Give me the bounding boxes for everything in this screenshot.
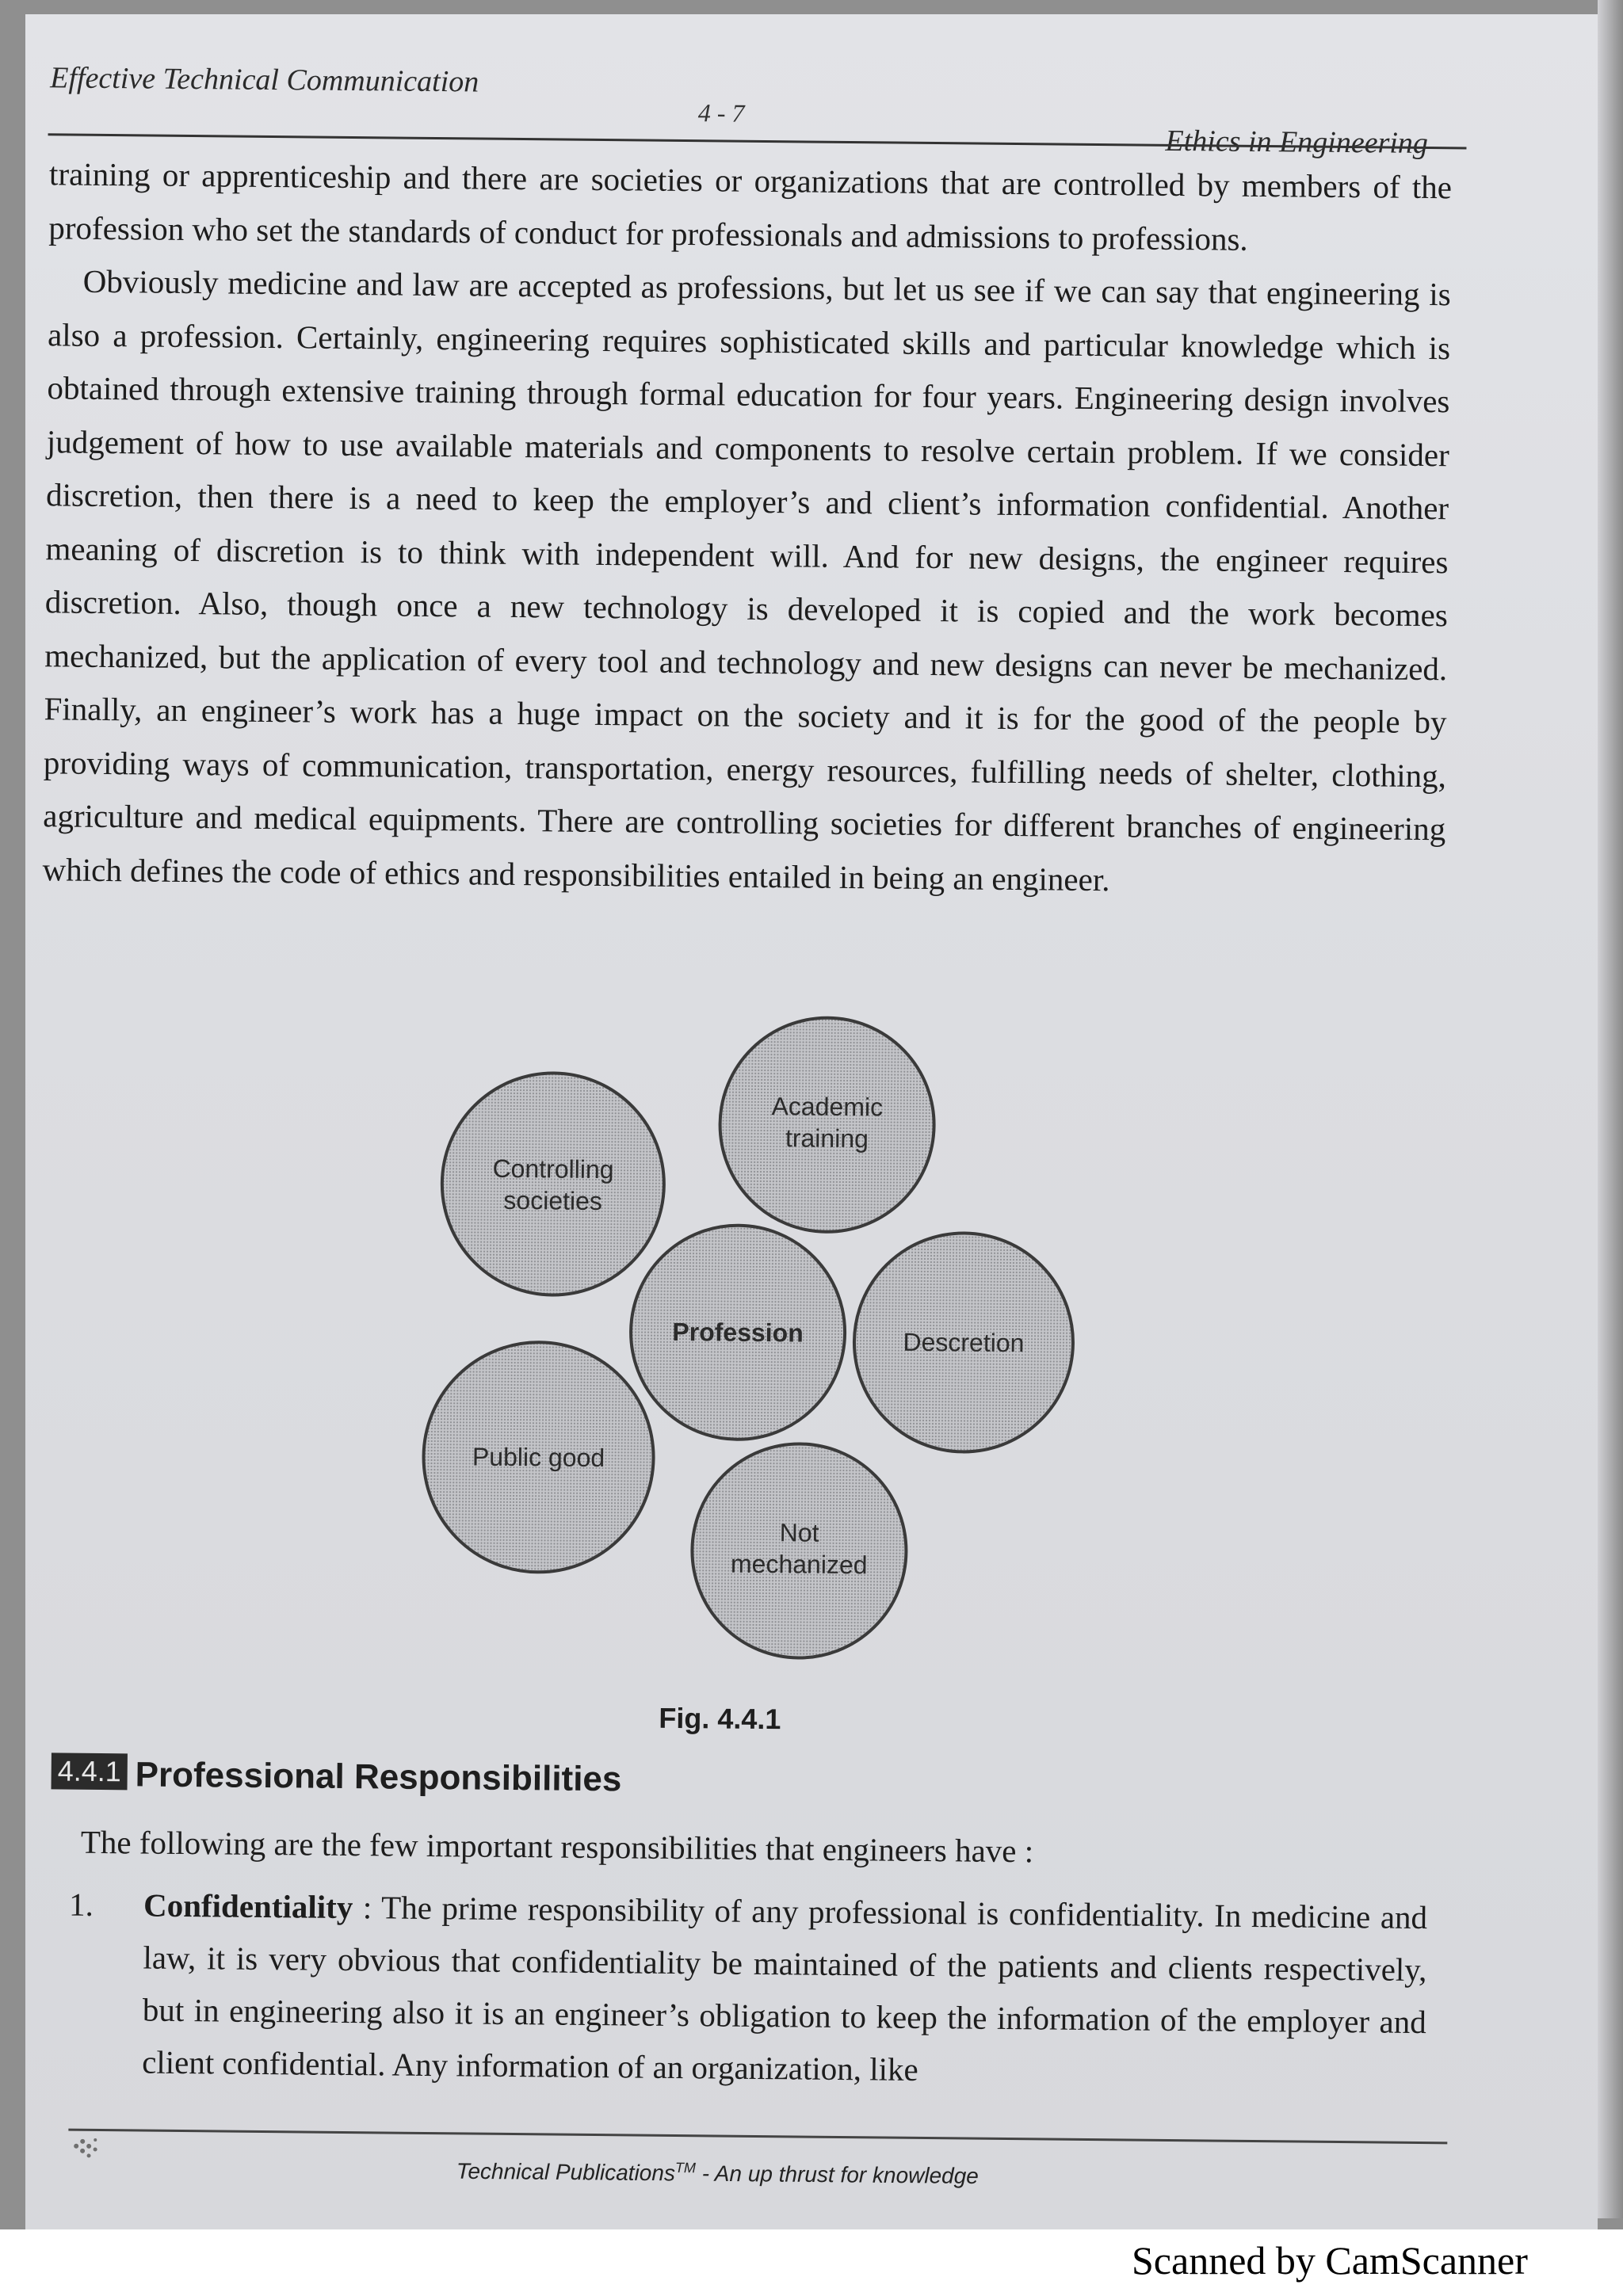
circle-academic-training — [719, 1016, 935, 1233]
section-number: 4.4.1 — [51, 1753, 128, 1790]
not-mechanized-label-line2: mechanized — [730, 1549, 868, 1580]
publisher-logo-icon — [60, 2122, 109, 2171]
section-title: Professional Responsibilities — [135, 1755, 622, 1799]
publisher-name: Technical Publications — [456, 2158, 676, 2186]
circle-controlling-societies — [441, 1072, 666, 1296]
list-item-number: 1. — [68, 1886, 94, 1923]
body-text — [42, 147, 1452, 910]
paragraph-1: training or apprenticeship and there are societies or organizations that are controlled by members of the profession who set the standards of conduct for professionals and admissions to professions. — [48, 155, 1453, 257]
circle-descretion — [854, 1232, 1075, 1453]
footer-publisher — [456, 2157, 979, 2189]
running-header-book-title: Effective Technical Communication — [50, 61, 479, 99]
list-item-body — [78, 1878, 1427, 2100]
circle-not-mechanized — [691, 1443, 907, 1659]
controlling-label-line1: Controlling — [492, 1154, 614, 1184]
list-item — [68, 1878, 1428, 2100]
profession-label: Profession — [672, 1317, 804, 1348]
page-content — [4, 14, 1598, 2245]
list-item-term: Confidentiality — [143, 1886, 353, 1926]
academic-label-line1: Academic — [771, 1092, 884, 1122]
figure-caption: Fig. 4.4.1 — [659, 1701, 781, 1736]
footer-rule — [68, 2129, 1447, 2145]
section-intro: The following are the few important responsibilities that engineers have : — [80, 1823, 1034, 1870]
circle-public-good — [422, 1341, 655, 1573]
paragraph-2: Obviously medicine and law are accepted as professions, but let us see if we can say that engineering is also a profession. Certainly, engineering requires sophisticated skills and particular knowledge which is obtained through extensive training through formal education for four years. Engineering design involves judgement of how to use available materials and components to resolve certain problem. If we consider discretion, then there is a need to keep the employer’s and client’s information confidential. Another meaning of discretion is to think with independent will. And for new designs, the engineer requires discretion. Also, though once a new technology is developed it is copied and the work becomes mechanized, but the application of every tool and technology and new designs can never be mechanized. Finally, an engineer’s work has a huge impact on the society and it is for the good of the people by providing ways of communication, transportation, energy resources, fulfilling needs of shelter, clothing, agriculture and medical equipments. There are controlling societies for different branches of engineering which defines the code of ethics and responsibilities entailed in being an engineer. — [42, 262, 1451, 898]
descretion-label: Descretion — [903, 1327, 1025, 1358]
academic-label-line2: training — [785, 1123, 869, 1154]
page-edge-shadow — [1598, 0, 1623, 2218]
scanner-watermark: Scanned by CamScanner — [1132, 2238, 1528, 2283]
profession-diagram — [390, 993, 1110, 1713]
trademark-mark: TM — [674, 2159, 697, 2176]
list-item-text: : The prime responsibility of any professional is confidentiality. In medicine and law, it is very obvious that confidentiality be maintained of the patients and clients respectively, but in engineering also it is an engineer’s obligation to keep the information of the employer and client confidential. Any information of an organization, like — [141, 1889, 1428, 2088]
controlling-label-line2: societies — [503, 1185, 603, 1216]
page-number: 4 - 7 — [697, 98, 745, 128]
scanner-watermark-bar — [0, 2229, 1623, 2296]
public-good-label: Public good — [472, 1442, 605, 1473]
circle-profession — [630, 1224, 846, 1440]
scanned-page — [25, 14, 1598, 2229]
not-mechanized-label-line1: Not — [779, 1518, 819, 1547]
publisher-tagline: - An up thrust for knowledge — [695, 2161, 979, 2188]
running-header-chapter-title: Ethics in Engineering — [1165, 124, 1429, 160]
